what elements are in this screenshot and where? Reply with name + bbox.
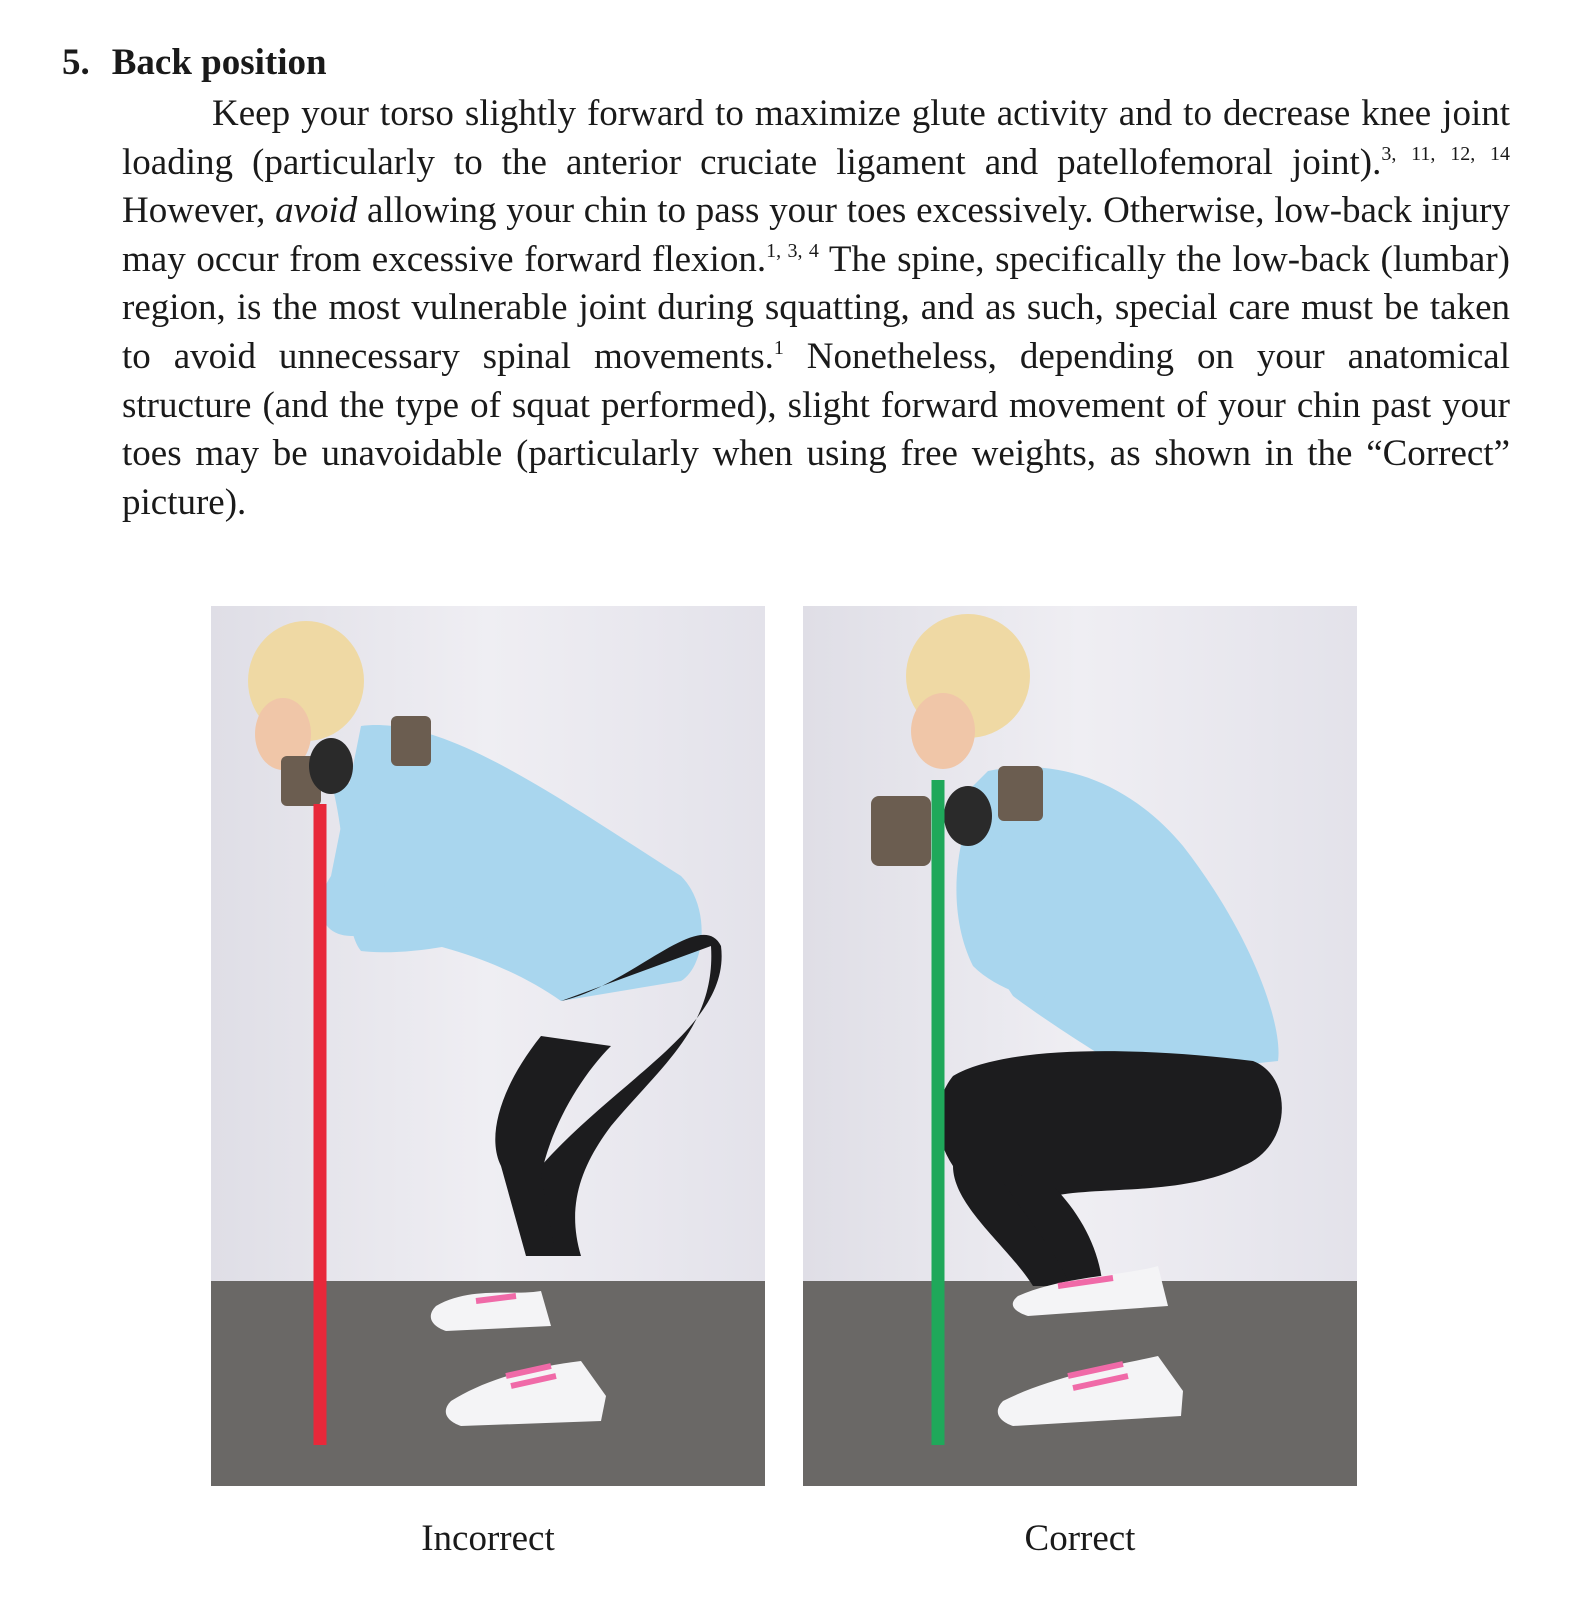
paragraph-text: Keep your torso slightly forward to maximize glute activity and to decrease knee joint loading (particularly to the anterior cruciate ligament and patellofemoral joint). [122, 93, 1510, 183]
caption-incorrect: Incorrect [421, 1518, 555, 1559]
dumbbell [391, 716, 431, 766]
correct-squat-illustration [803, 606, 1357, 1486]
caption-correct: Correct [1024, 1518, 1136, 1559]
citation: 3, 11, 12, 14 [1381, 142, 1510, 165]
paragraph-text: Nonetheless, depending on your anatomical structure (and the type of squat performed), slight forward movement of your chin past your toes may be unavoidable (particularly when using free weights, as shown in the “Correct” picture). [122, 335, 1510, 523]
paragraph-text: allowing your chin to pass your toes excessively. Otherwise, low-back injury may occur from excessive forward flexion. [122, 190, 1511, 280]
photo-correct-squat [803, 606, 1357, 1486]
body-paragraph [122, 90, 1510, 527]
dumbbell [998, 766, 1043, 821]
emphasis-text: avoid [275, 190, 358, 232]
citation: 1 [773, 336, 784, 359]
paragraph-text: However, [122, 190, 276, 232]
section-heading [62, 40, 327, 86]
glove [309, 738, 353, 794]
section-number: 5. [62, 42, 90, 83]
citation: 1, 3, 4 [766, 239, 819, 262]
glove [944, 786, 992, 846]
incorrect-squat-illustration [211, 606, 765, 1486]
dumbbell [871, 796, 931, 866]
paragraph-text: The spine, specifically the low-back (lumbar) region, is the most vulnerable joint during squatting, and as such, special care must be taken to avoid unnecessary spinal movements. [122, 238, 1510, 377]
face [911, 693, 975, 769]
section-title: Back position [111, 42, 327, 83]
photo-incorrect-squat [211, 606, 765, 1486]
